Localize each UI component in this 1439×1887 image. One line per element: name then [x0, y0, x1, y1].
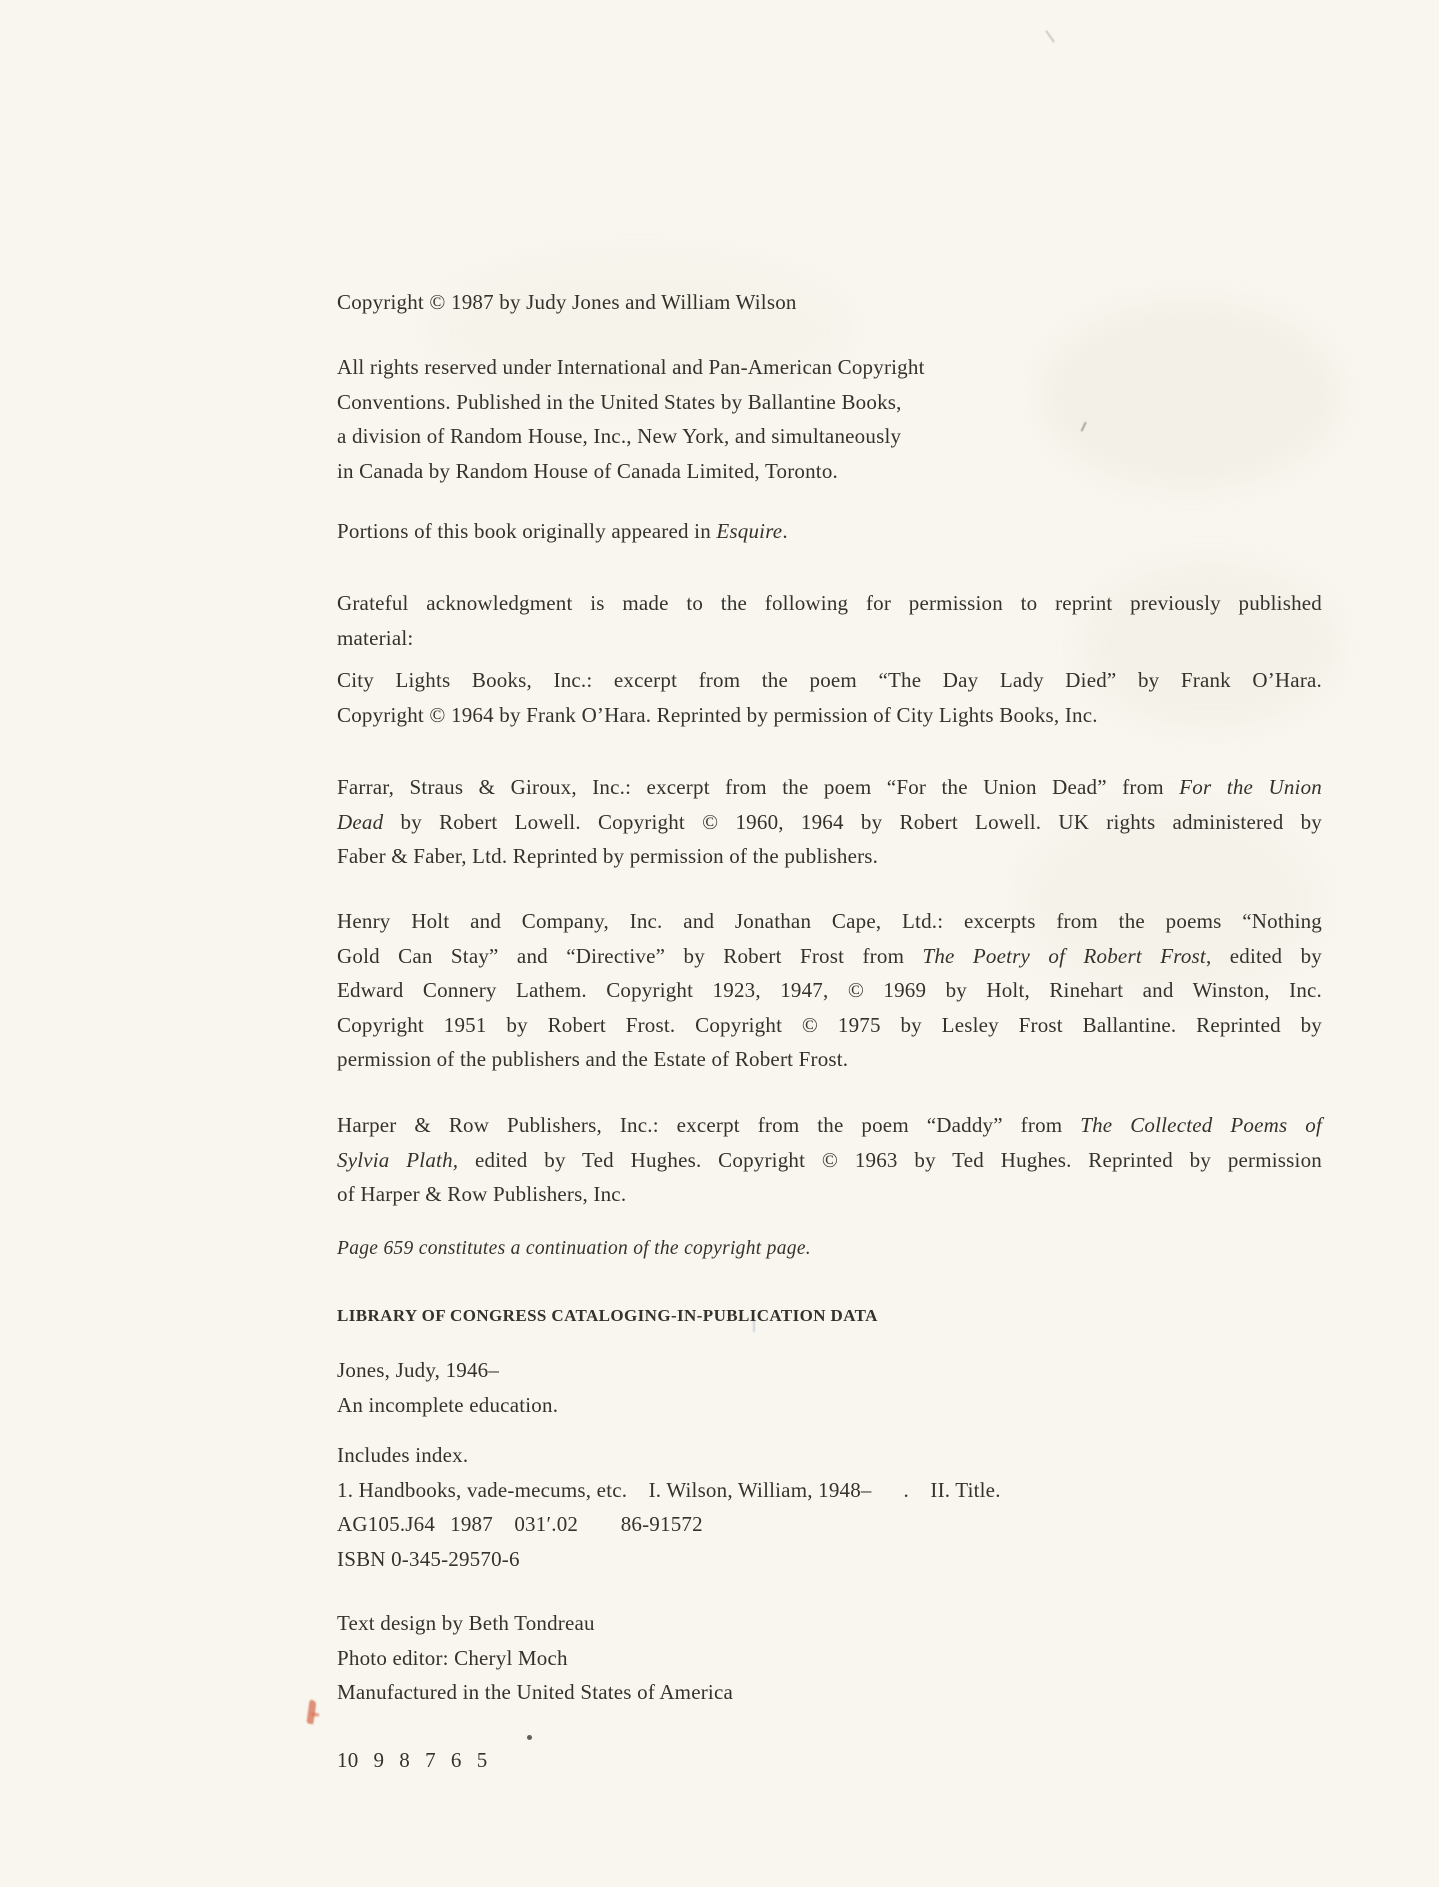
page-659-note: [337, 1232, 1322, 1267]
cip-author-title-line: Jones, Judy, 1946–: [337, 1358, 500, 1382]
henry-holt-credit-line: permission of the publishers and the Estate of Robert Frost.: [337, 1047, 849, 1072]
cip-author-title-line: An incomplete education.: [337, 1392, 559, 1417]
acknowledgment-intro-line: material:: [337, 625, 414, 650]
rights-paragraph-line: a division of Random House, Inc., New York, and simultaneously: [337, 424, 902, 449]
printer-key-line: [337, 1743, 1322, 1778]
copyright-line: [337, 285, 1322, 320]
cip-details-line: Includes index.: [337, 1443, 469, 1467]
harper-row-credit-line: of Harper & Row Publishers, Inc.: [337, 1182, 627, 1207]
henry-holt-credit-line: Edward Connery Lathem. Copyright 1923, 1947, © 1969 by Holt, Rinehart and Winston, Inc.: [337, 978, 1322, 1003]
production-credits-line: Manufactured in the United States of America: [337, 1680, 734, 1705]
red-ink-scan-artifact: [306, 1700, 316, 1725]
cip-author-title: [337, 1353, 1322, 1422]
rights-paragraph-line: All rights reserved under International and Pan-American Copyright: [337, 355, 925, 379]
cip-details-line: ISBN 0-345-29570-6: [337, 1546, 520, 1571]
production-credits-line: Photo editor: Cheryl Moch: [337, 1645, 568, 1670]
speck-scan-artifact: [527, 1735, 532, 1740]
farrar-straus-giroux-credit-line: Dead by Robert Lowell. Copyright © 1960, 1964 by Robert Lowell. UK rights administered by: [337, 809, 1322, 834]
farrar-straus-giroux-credit-line: Faber & Faber, Ltd. Reprinted by permission of the publishers.: [337, 844, 879, 869]
rights-paragraph-line: Conventions. Published in the United States by Ballantine Books,: [337, 389, 902, 414]
harper-row-credit-line: Harper & Row Publishers, Inc.: excerpt from the poem “Daddy” from The Collected Poems of: [337, 1113, 1322, 1137]
henry-holt-credit-line: Copyright 1951 by Robert Frost. Copyright © 1975 by Lesley Frost Ballantine. Reprinted by: [337, 1012, 1322, 1037]
page-659-note-line: Page 659 constitutes a continuation of the copyright page.: [337, 1238, 811, 1259]
cip-details-line: AG105.J64 1987 031′.02 86-91572: [337, 1512, 703, 1537]
acknowledgment-intro: [337, 586, 1322, 655]
cip-details-line: 1. Handbooks, vade-mecums, etc. I. Wilson, William, 1948– . II. Title.: [337, 1477, 1001, 1502]
library-of-congress-heading-line: LIBRARY OF CONGRESS CATALOGING-IN-PUBLICATION DATA: [337, 1306, 878, 1325]
library-of-congress-heading: [337, 1299, 1322, 1334]
henry-holt-credit: [337, 904, 1322, 1077]
production-credits: [337, 1606, 1322, 1710]
henry-holt-credit-line: Henry Holt and Company, Inc. and Jonathan Cape, Ltd.: excerpts from the poems “Nothing: [337, 909, 1322, 933]
city-lights-credit: [337, 663, 1322, 732]
cip-details: [337, 1438, 1322, 1576]
rights-paragraph-line: in Canada by Random House of Canada Limited, Toronto.: [337, 458, 838, 483]
esquire-note-line: Portions of this book originally appeared in Esquire.: [337, 519, 788, 543]
henry-holt-credit-line: Gold Can Stay” and “Directive” by Robert Frost from The Poetry of Robert Frost, edited by: [337, 943, 1322, 968]
city-lights-credit-line: Copyright © 1964 by Frank O’Hara. Reprinted by permission of City Lights Books, Inc.: [337, 702, 1098, 727]
rights-paragraph: [337, 350, 1322, 488]
production-credits-line: Text design by Beth Tondreau: [337, 1611, 595, 1635]
farrar-straus-giroux-credit: [337, 770, 1322, 874]
harper-row-credit-line: Sylvia Plath, edited by Ted Hughes. Copyright © 1963 by Ted Hughes. Reprinted by permission: [337, 1147, 1322, 1172]
stray-mark-artifact: [1045, 23, 1064, 42]
copyright-line-line: Copyright © 1987 by Judy Jones and William Wilson: [337, 290, 797, 314]
city-lights-credit-line: City Lights Books, Inc.: excerpt from the poem “The Day Lady Died” by Frank O’Hara.: [337, 668, 1322, 692]
printer-key-line-line: 10 9 8 7 6 5: [337, 1748, 488, 1772]
acknowledgment-intro-line: Grateful acknowledgment is made to the following for permission to reprint previously published: [337, 591, 1322, 615]
farrar-straus-giroux-credit-line: Farrar, Straus & Giroux, Inc.: excerpt from the poem “For the Union Dead” from For the Union: [337, 775, 1322, 799]
harper-row-credit: [337, 1108, 1322, 1212]
esquire-note: [337, 514, 1322, 549]
